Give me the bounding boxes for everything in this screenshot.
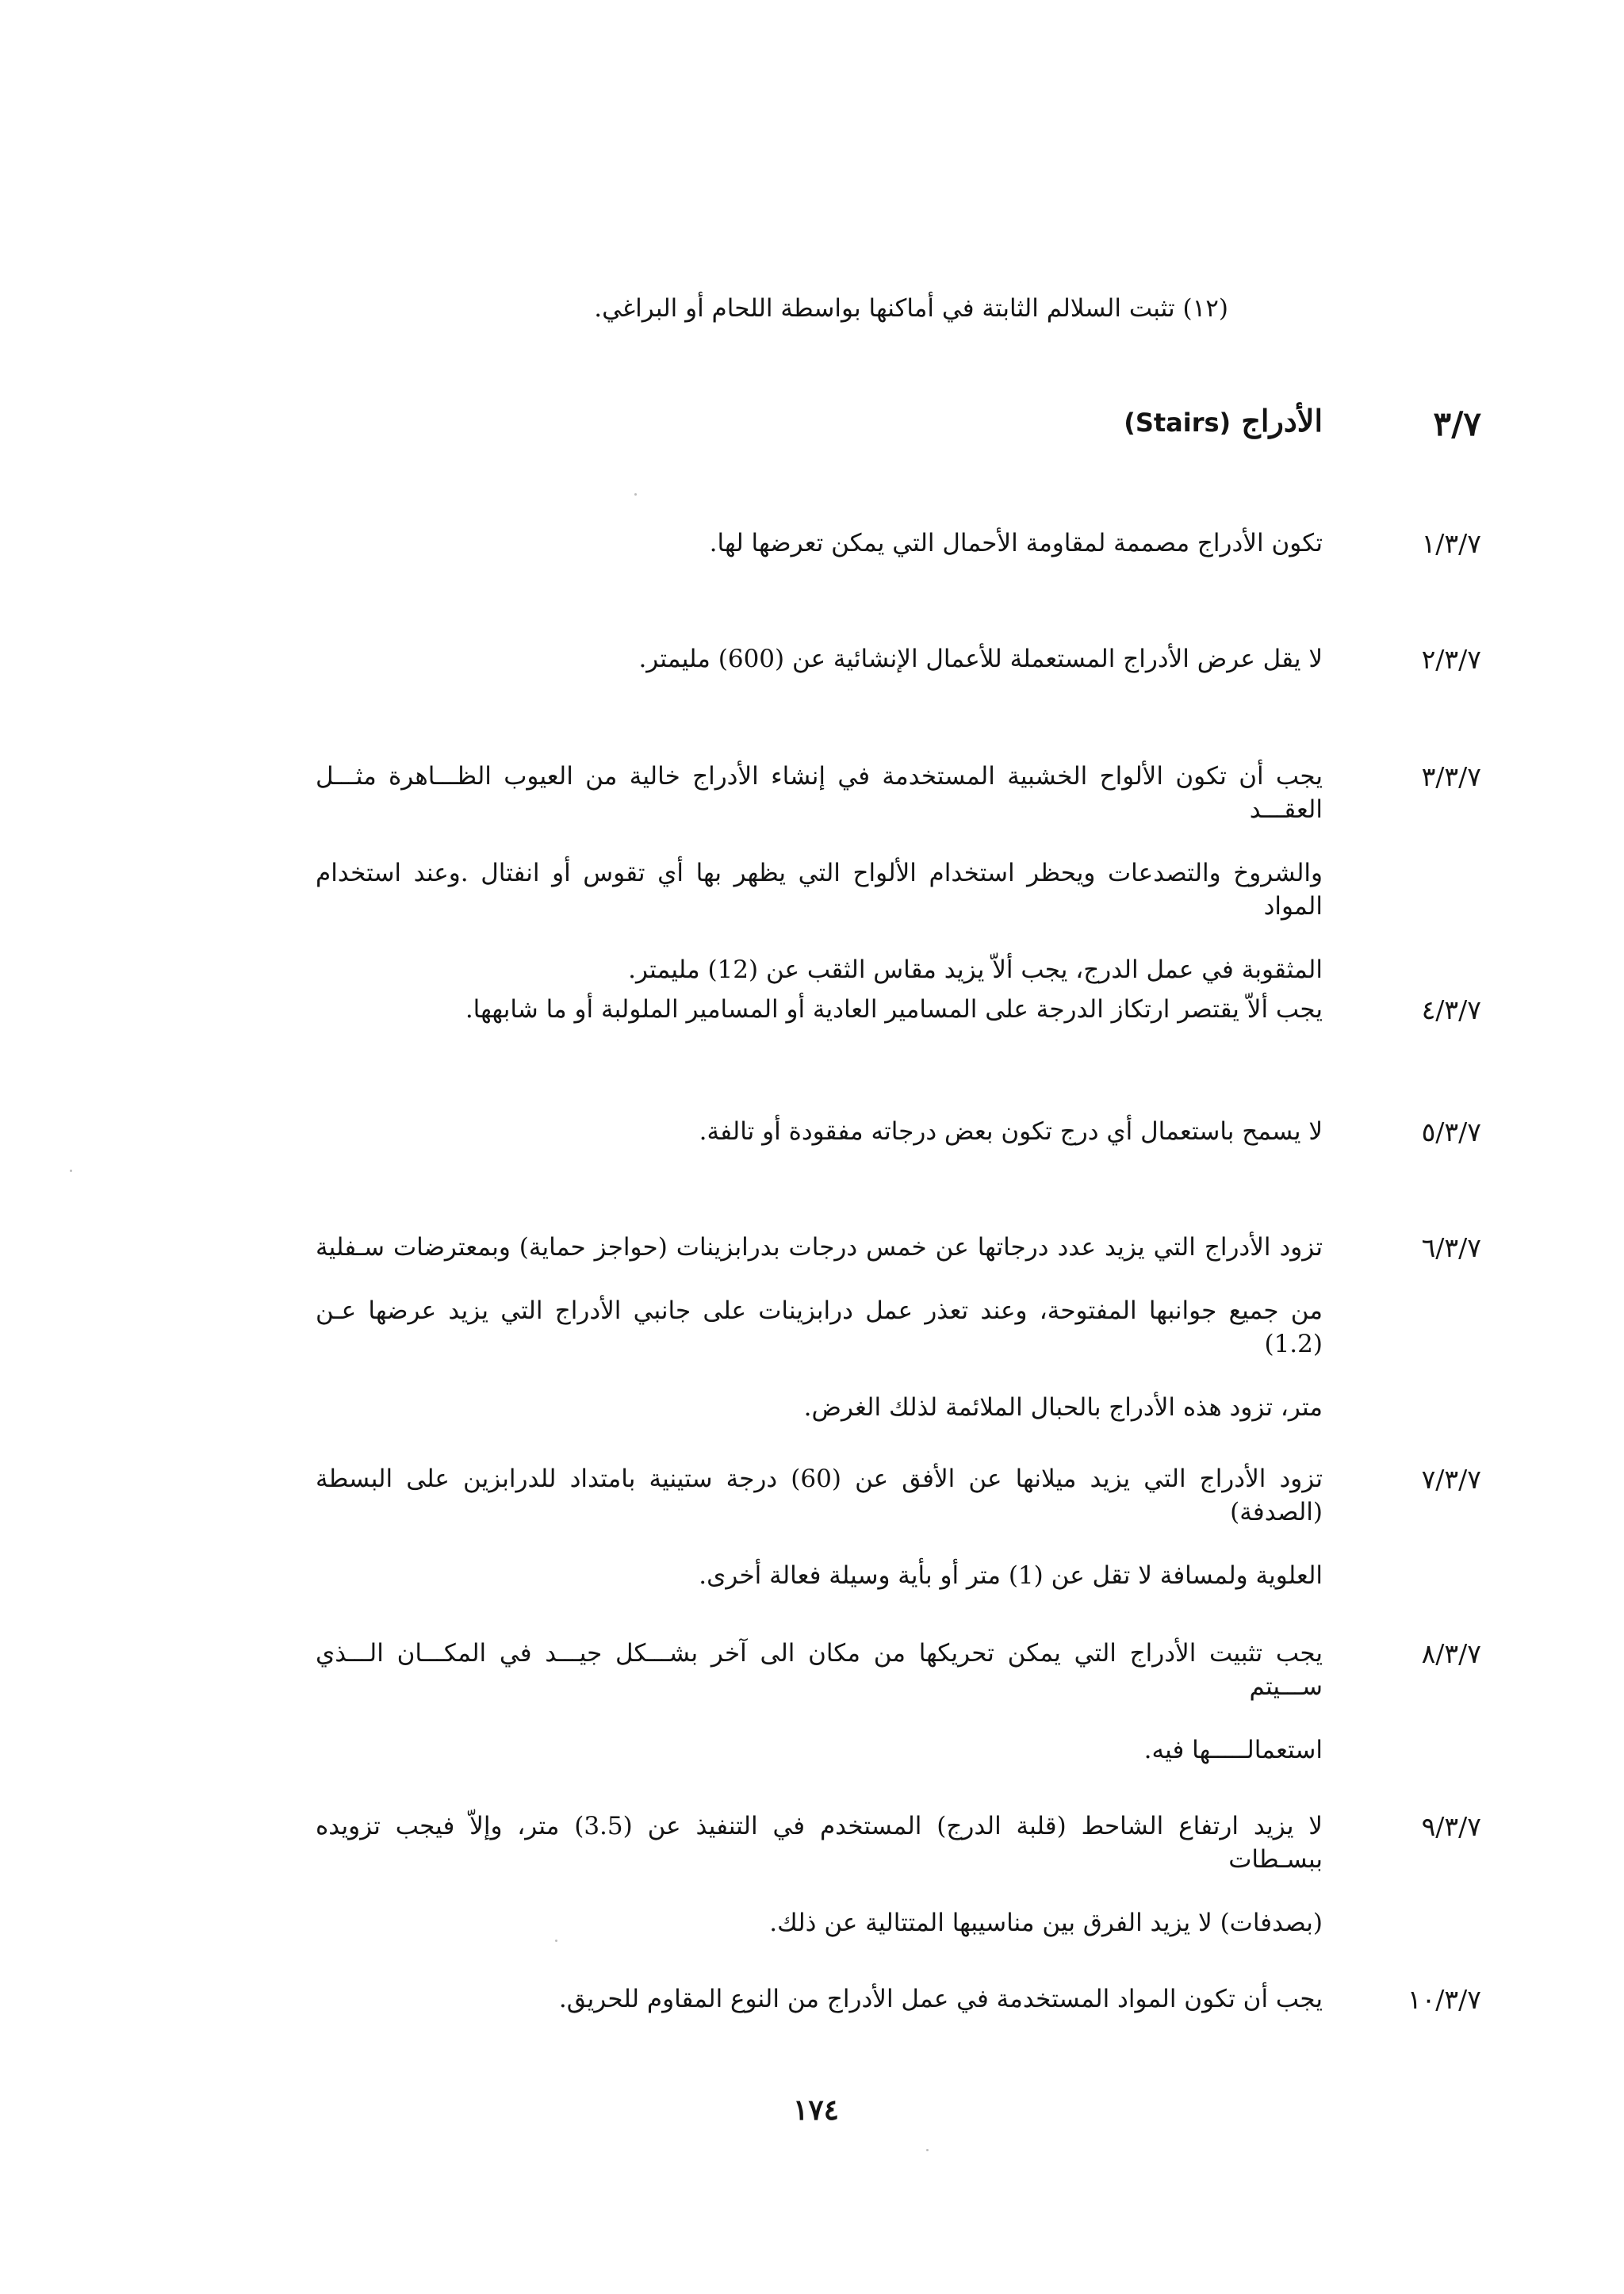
item-line: لا يقل عرض الأدراج المستعملة للأعمال الإنشائية عن (600) مليمتر. (638, 645, 1323, 673)
section-title-en: (Stairs) (1124, 408, 1231, 438)
item-paragraph (316, 527, 1323, 590)
item-number: ٣/٣/٧ (1421, 761, 1481, 792)
item-paragraph (316, 1231, 1323, 1454)
section-number: ٣/٧ (1433, 404, 1481, 443)
scan-speck (634, 493, 637, 496)
section-title-ar: الأدراج (1241, 403, 1323, 439)
page-number: ١٧٤ (793, 2093, 840, 2127)
scan-speck (70, 1170, 72, 1172)
scan-speck (555, 1940, 557, 1942)
item-line: استعمالـــــها فيه. (1143, 1736, 1323, 1764)
item-number: ٩/٣/٧ (1421, 1811, 1481, 1842)
item-line: تزود الأدراج التي يزيد عدد درجاتها عن خمس درجات بدرابزينات (حواجز حماية) وبمعترضات سـفلية (316, 1233, 1323, 1262)
item-number: ٥/٣/٧ (1421, 1116, 1481, 1147)
item-line: تكون الأدراج مصممة لمقاومة الأحمال التي يمكن تعرضها لها. (709, 529, 1323, 557)
item-line: من جميع جوانبها المفتوحة، وعند تعذر عمل درابزينات على جانبي الأدراج التي يزيد عرضها عـن (1.2) (316, 1296, 1323, 1358)
item-paragraph (316, 1810, 1323, 1970)
item-paragraph (316, 1115, 1323, 1178)
item-line: يجب أن تكون الألواح الخشبية المستخدمة في إنشاء الأدراج خالية من العيوب الظـــاهرة مثـــل العقـــد (316, 762, 1323, 824)
scan-speck (926, 2149, 929, 2151)
item-line: (بصدفات) لا يزيد الفرق بين مناسيبها المتتالية عن ذلك. (769, 1909, 1323, 1937)
item-line: والشروخ والتصدعات ويحظر استخدام الألواح التي يظهر بها أي تقوس أو انفتال .وعند استخدام المواد (316, 859, 1323, 921)
item-line: لا يزيد ارتفاع الشاحط (قلبة الدرج) المستخدم في التنفيذ عن (3.5) متر، وإلاّ فيجب تزويده ببسـطات (316, 1812, 1323, 1874)
item-number: ٤/٣/٧ (1421, 994, 1481, 1025)
item-paragraph (316, 993, 1323, 1056)
item-line: يجب تثبيت الأدراج التي يمكن تحريكها من مكان الى آخر بشـــكل جيـــد في المكـــان الـــذي ســـيتم (316, 1639, 1323, 1701)
item-paragraph (316, 1982, 1323, 2046)
item-line: متر، تزود هذه الأدراج بالحبال الملائمة لذلك الغرض. (803, 1393, 1323, 1422)
item-paragraph (316, 642, 1323, 706)
item-number: ٦/٣/٧ (1421, 1232, 1481, 1263)
item-number: ٢/٣/٧ (1421, 644, 1481, 675)
section-title (1124, 403, 1323, 439)
item-paragraph (316, 760, 1323, 1017)
item-line: تزود الأدراج التي يزيد ميلانها عن الأفق عن (60) درجة ستينية بامتداد للدرابزين على البسطة (الصدفة) (316, 1465, 1323, 1526)
item-line: العلوية ولمسافة لا تقل عن (1) متر أو بأية وسيلة فعالة أخرى. (699, 1561, 1323, 1590)
item-paragraph (316, 1637, 1323, 1797)
intro-line: (١٢) تثبت السلالم الثابتة في أماكنها بواسطة اللحام أو البراغي. (594, 294, 1228, 323)
item-number: ٧/٣/٧ (1421, 1464, 1481, 1495)
item-line: المثقوبة في عمل الدرج، يجب ألاّ يزيد مقاس الثقب عن (12) مليمتر. (628, 956, 1323, 984)
item-line: لا يسمح باستعمال أي درج تكون بعض درجاته مفقودة أو تالفة. (699, 1117, 1323, 1146)
item-line: يجب ألاّ يقتصر ارتكاز الدرجة على المسامير العادية أو المسامير الملولبة أو ما شابهها. (465, 995, 1323, 1024)
item-line: يجب أن تكون المواد المستخدمة في عمل الأدراج من النوع المقاوم للحريق. (558, 1985, 1323, 2013)
item-number: ١/٣/٧ (1421, 528, 1481, 559)
item-paragraph (316, 1462, 1323, 1622)
item-number: ٨/٣/٧ (1421, 1638, 1481, 1669)
item-number: ١٠/٣/٧ (1407, 1984, 1481, 2015)
